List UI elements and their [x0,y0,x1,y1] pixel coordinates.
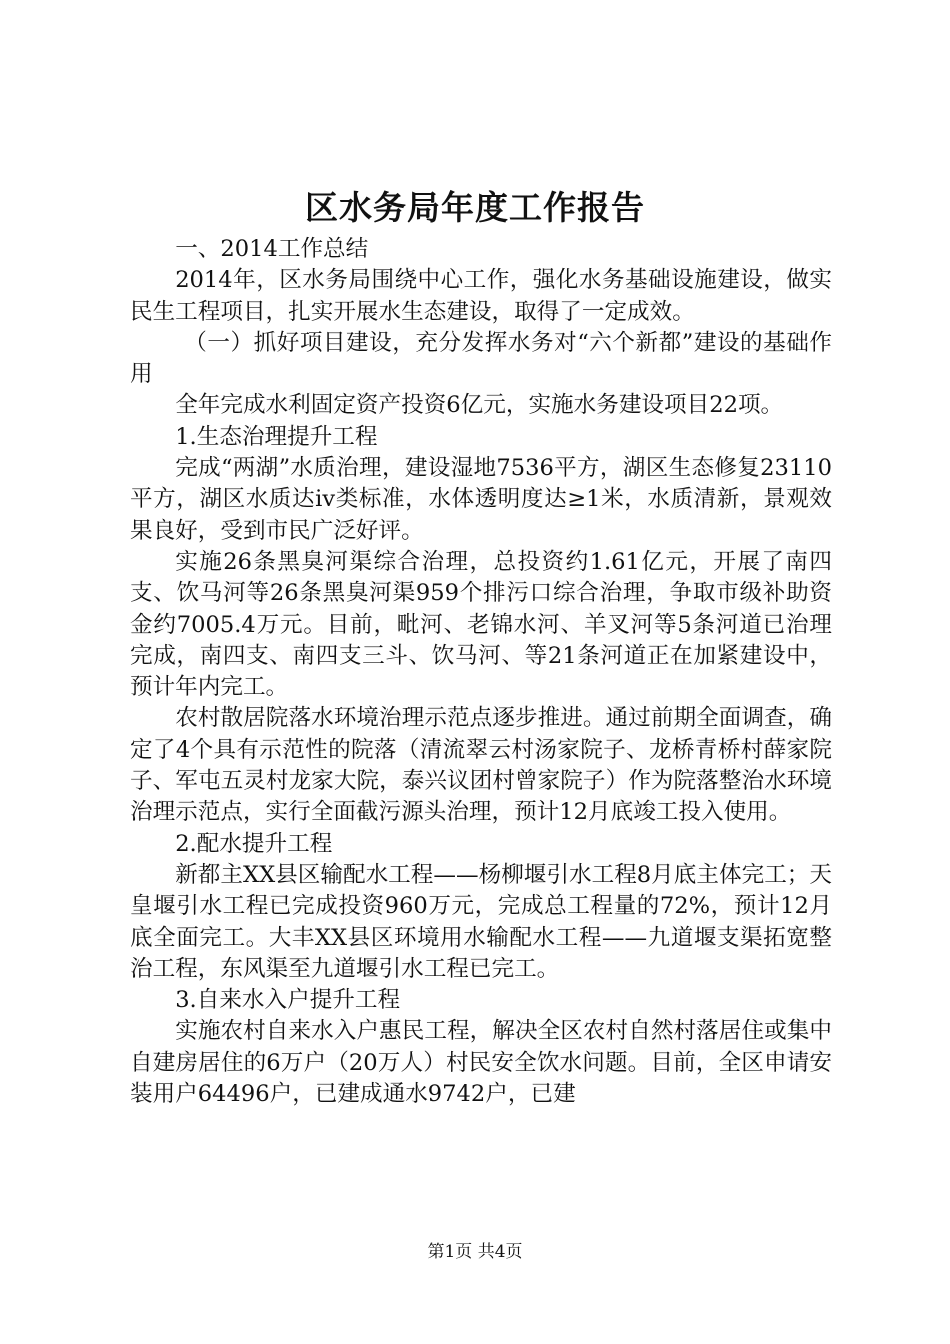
paragraph: 全年完成水利固定资产投资6亿元，实施水务建设项目22项。 [175,392,784,419]
page-number-footer: 第1页 共4页 [427,1242,523,1262]
document-body [130,234,832,1110]
document-title: 区水务局年度工作报告 [305,188,645,227]
paragraph: 新都主XX县区输配水工程——杨柳堰引水工程8月底主体完工；天皇堰引水工程已完成投资960万元，完成总工程量的72%，预计12月底全面完工。大丰XX县区环境用水输配水工程——九道堰支渠拓宽整治工程，东风渠至九道堰引水工程已完工。 [130,861,832,982]
paragraph: 实施26条黑臭河渠综合治理，总投资约1.61亿元，开展了南四支、饮马河等26条黑臭河渠959个排污口综合治理，争取市级补助资金约7005.4万元。目前，毗河、老锦水河、羊叉河等5条河道已治理完成，南四支、南四支三斗、饮马河、等21条河道正在加紧建设中，预计年内完工。 [130,548,832,701]
item-heading: 3.自来水入户提升工程 [175,987,401,1014]
paragraph: 2014年，区水务局围绕中心工作，强化水务基础设施建设，做实民生工程项目，扎实开展水生态建设，取得了一定成效。 [130,267,832,325]
item-heading: 1.生态治理提升工程 [175,423,378,450]
paragraph: 完成“两湖”水质治理，建设湿地7536平方，湖区生态修复23110平方，湖区水质达ⅳ类标准，水体透明度达≥1米，水质清新，景观效果良好，受到市民广泛好评。 [130,455,832,544]
paragraph: 农村散居院落水环境治理示范点逐步推进。通过前期全面调查，确定了4个具有示范性的院落（清流翠云村汤家院子、龙桥青桥村薛家院子、军屯五灵村龙家大院，泰兴议团村曾家院子）作为院落整治水环境治理示范点，实行全面截污源头治理，预计12月底竣工投入使用。 [130,705,832,826]
item-heading: 2.配水提升工程 [175,830,333,857]
paragraph: 实施农村自来水入户惠民工程，解决全区农村自然村落居住或集中自建房居住的6万户（20万人）村民安全饮水问题。目前，全区申请安装用户64496户，已建成通水9742户，已建 [130,1018,832,1108]
subsection-heading: （一）抓好项目建设，充分发挥水务对“六个新都”建设的基础作用 [130,329,832,388]
section-heading: 一、2014工作总结 [175,236,369,262]
